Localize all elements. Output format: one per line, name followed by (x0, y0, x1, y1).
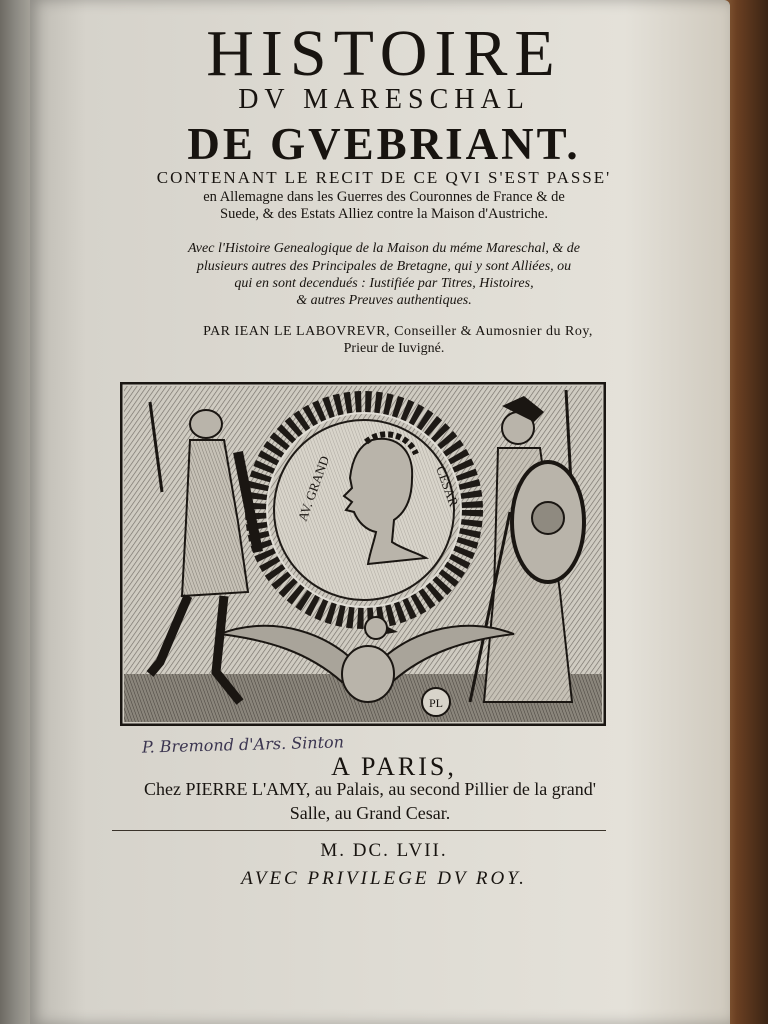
handwritten-signature: P. Bremond d'Ars. Sinton (141, 732, 345, 757)
imprint-city: A PARIS, (331, 752, 457, 781)
monogram-text: PL (428, 696, 444, 710)
genealogy-line-4: & autres Preuves authentiques. (296, 293, 472, 308)
horizontal-rule (112, 830, 606, 831)
medallion-inscription-right: CESAR (433, 463, 462, 509)
publication-date: M. DC. LVII. (320, 840, 448, 861)
medallion-inscription-left: AV. GRAND (294, 453, 333, 524)
genealogy-line-3: qui en sont decendués : Iustifiée par Titres, Histoires, (234, 276, 534, 291)
woodcut-illustration (120, 382, 606, 726)
subtitle-line-2: en Allemagne dans les Guerres des Couronnes de France & de (203, 189, 565, 205)
author-line: PAR IEAN LE LABOVREVR, Conseiller & Aumosnier du Roy, (203, 324, 593, 339)
title-histoire: HISTOIRE (206, 17, 562, 90)
subtitle-line-1: CONTENANT LE RECIT DE CE QVI S'EST PASSE' (156, 168, 612, 187)
imprint-publisher: Chez PIERRE L'AMY, au Palais, au second Pillier de la grand' (143, 779, 597, 799)
imprint-address: Salle, au Grand Cesar. (289, 803, 451, 823)
title-de-guebriant: DE GVEBRIANT. (187, 119, 581, 169)
royal-privilege: AVEC PRIVILEGE DV ROY. (241, 868, 527, 889)
subtitle-line-3: Suede, & des Estats Alliez contre la Maison d'Austriche. (220, 206, 548, 222)
author-title-line: Prieur de Iuvigné. (343, 341, 445, 356)
genealogy-line-1: Avec l'Histoire Genealogique de la Maison du méme Mareschal, & de (188, 241, 580, 256)
title-du-mareschal: DV MARESCHAL (238, 84, 530, 115)
genealogy-line-2: plusieurs autres des Principales de Bretagne, qui y sont Alliées, ou (196, 259, 572, 274)
